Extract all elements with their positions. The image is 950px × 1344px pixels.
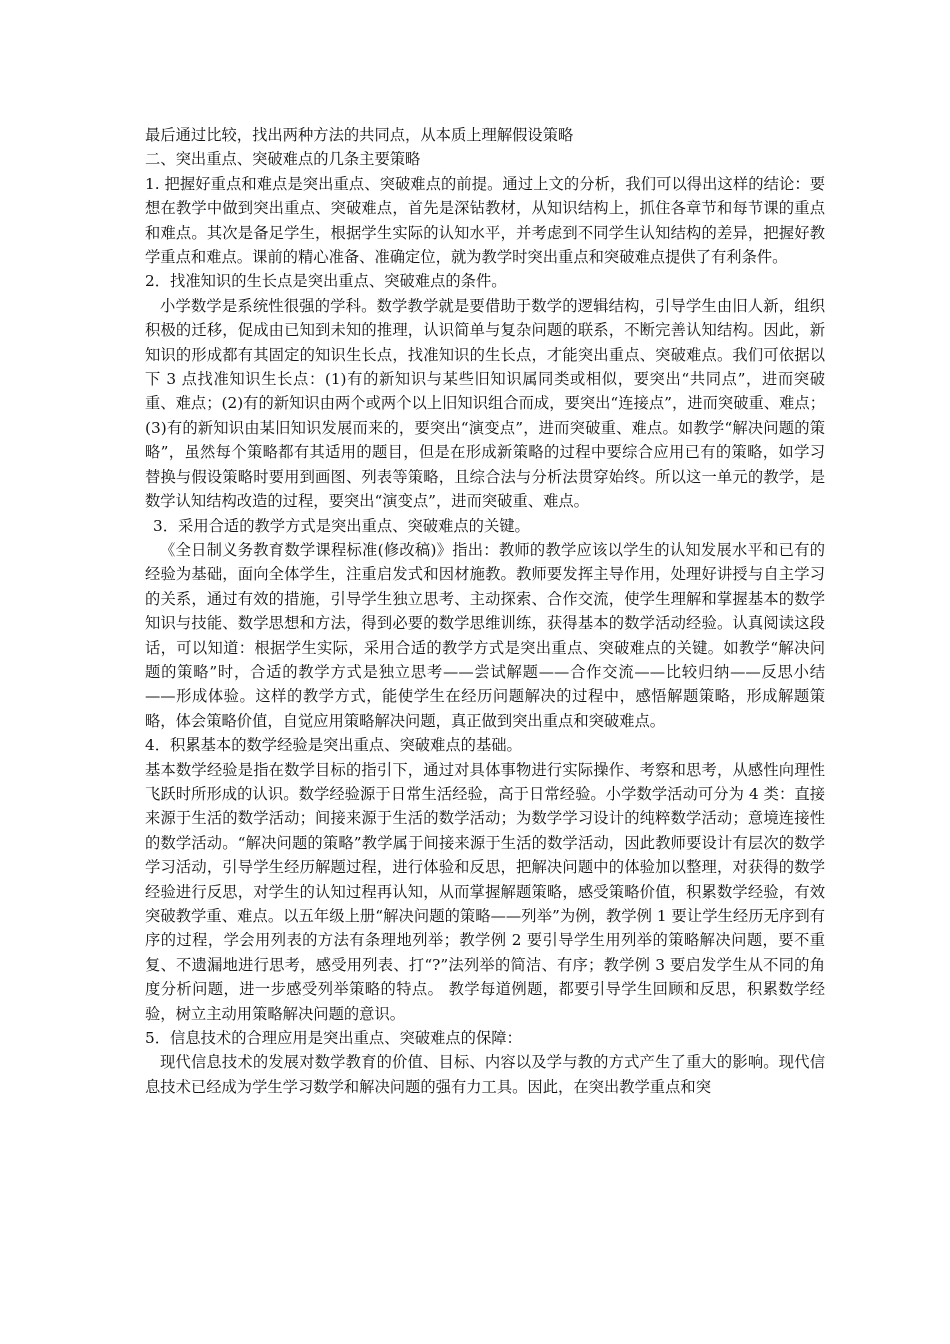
heading-strategy-4: 4．积累基本的数学经验是突出重点、突破难点的基础。 <box>145 736 522 755</box>
heading-strategy-5: 5．信息技术的合理应用是突出重点、突破难点的保障： <box>145 1029 522 1048</box>
paragraph-strategy-2: 小学数学是系统性很强的学科。数学教学就是要借助于数学的逻辑结构，引导学生由旧人新，组织积极的迁移，促成由已知到未知的推理，认识简单与复杂问题的联系，不断完善认知结构。因此，新知识的形成都有其固定的知识生长点，找准知识的生长点，才能突出重点、突破难点。我们可依据以下 3 点找准知识生长点：(1)有的新知识与某些旧知识属同类或相似，要突出“共同点”，进而突破重、难点；(2)有的新知识由两个或两个以上旧知识组合而成，要突出“连接点”，进而突破重、难点；(3)有的新知识由某旧知识发展而来的，要突出“演变点”，进而突破重、难点。如教学“解决问题的策略”，虽然每个策略都有其适用的题目，但是在形成新策略的过程中要综合应用已有的策略，如学习替换与假设策略时要用到画图、列表等策略，且综合法与分析法贯穿始终。所以这一单元的教学，是数学认知结构改造的过程，要突出“演变点”，进而突破重、难点。 <box>145 296 825 511</box>
paragraph-strategy-3: 《全日制义务教育数学课程标准(修改稿)》指出：教师的教学应该以学生的认知发展水平和已有的经验为基础，面向全体学生，注重启发式和因材施教。教师要发挥主导作用，处理好讲授与自主学习的关系，通过有效的措施，引导学生独立思考、主动探索、合作交流，使学生理解和掌握基本的数学知识与技能、数学思想和方法，得到必要的数学思维训练，获得基本的数学活动经验。认真阅读这段话，可以知道：根据学生实际，采用合适的教学方式是突出重点、突破难点的关键。如教学“解决问题的策略”时，合适的教学方式是独立思考——尝试解题——合作交流——比较归纳——反思小结——形成体验。这样的教学方式，能使学生在经历问题解决的过程中，感悟解题策略，形成解题策略，体会策略价值，自觉应用策略解决问题，真正做到突出重点和突破难点。 <box>145 540 825 730</box>
document-body <box>145 123 825 1099</box>
section-heading: 二、突出重点、突破难点的几条主要策略 <box>145 150 421 169</box>
paragraph-strategy-5: 现代信息技术的发展对数学教育的价值、目标、内容以及学与教的方式产生了重大的影响。现代信息技术已经成为学生学习数学和解决问题的强有力工具。因此，在突出教学重点和突 <box>145 1053 825 1096</box>
paragraph-strategy-4: 基本数学经验是指在数学目标的指引下，通过对具体事物进行实际操作、考察和思考，从感性向理性飞跃时所形成的认识。数学经验源于日常生活经验，高于日常经验。小学数学活动可分为 4 类：直接来源于生活的数学活动；间接来源于生活的数学活动；为数学学习设计的纯粹数学活动；意境连接性的数学活动。“解决问题的策略”教学属于间接来源于生活的数学活动，因此教师要设计有层次的数学学习活动，引导学生经历解题过程，进行体验和反思，把解决问题中的体验加以整理，对获得的数学经验进行反思，对学生的认知过程再认知，从而掌握解题策略，感受策略价值，积累数学经验，有效突破教学重、难点。以五年级上册“解决问题的策略——列举”为例，教学例 1 要让学生经历无序到有序的过程，学会用列表的方法有条理地列举；教学例 2 要引导学生用列举的策略解决问题，要不重复、不遗漏地进行思考，感受用列表、打“?”法列举的简洁、有序；教学例 3 要启发学生从不同的角度分析问题，进一步感受列举策略的特点。 教学每道例题，都要引导学生回顾和反思，积累数学经验，树立主动用策略解决问题的意识。 <box>145 760 825 1023</box>
paragraph-intro: 最后通过比较，找出两种方法的共同点，从本质上理解假设策略 <box>145 126 574 144</box>
heading-strategy-2: 2．找准知识的生长点是突出重点、突破难点的条件。 <box>145 272 507 291</box>
paragraph-strategy-1: 1. 把握好重点和难点是突出重点、突破难点的前提。通过上文的分析，我们可以得出这样的结论：要想在教学中做到突出重点、突破难点，首先是深钻教材，从知识结构上，抓住各章节和每节课的重点和难点。其次是备足学生，根据学生实际的认知水平，并考虑到不同学生认知结构的差异，把握好教学重点和难点。课前的精心准备、准确定位，就为教学时突出重点和突破难点提供了有利条件。 <box>145 174 825 267</box>
heading-strategy-3: 3．采用合适的教学方式是突出重点、突破难点的关键。 <box>153 516 530 535</box>
